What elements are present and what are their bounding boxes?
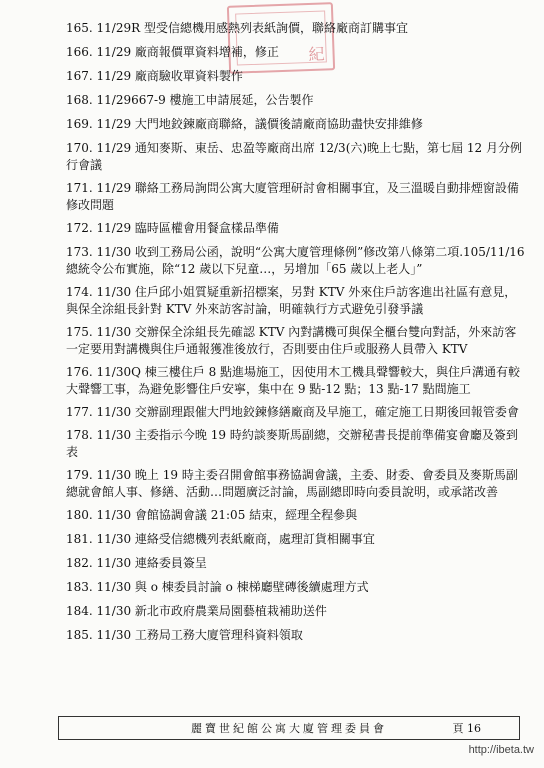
log-item-178: 178. 11/30 主委指示今晚 19 時約談麥斯馬副總，交辦秘書長提前準備宴會廳及簽到表 <box>66 428 518 459</box>
log-item-166: 166. 11/29 廠商報價單資料增補，修正 <box>66 45 279 59</box>
log-item-176: 176. 11/30Q 棟三樓住戶 8 點進場施工，因使用木工機具聲響較大，與住戶溝通有較大聲響工事，為避免影響住戶安寧，集中在 9 點-12 點；13 點-17 點間施工 <box>66 365 521 396</box>
log-item-175: 175. 11/30 交辦保全涂組長先確認 KTV 內對講機可與保全櫃台雙向對話，外來訪客一定要用對講機與住戶通報獲准後放行，否則要由住戶或服務人員帶入 KTV <box>66 325 517 356</box>
log-item-177: 177. 11/30 交辦副理跟催大門地鉸鍊修繕廠商及早施工，確定施工日期後回報管委會 <box>66 405 519 419</box>
work-log-list <box>66 20 526 651</box>
log-item-180: 180. 11/30 會館協調會議 21:05 結束，經理全程參與 <box>66 508 358 522</box>
log-item-183: 183. 11/30 與 o 棟委員討論 o 棟梯廳壁磚後續處理方式 <box>66 580 369 594</box>
log-item-169: 169. 11/29 大門地鉸鍊廠商聯絡，議價後請廠商協助盡快安排維修 <box>66 117 423 131</box>
log-item-174: 174. 11/30 住戶邱小姐質疑重新招標案，另對 KTV 外來住戶訪客進出社區有意見，與保全涂組長針對 KTV 外來訪客討論，明確執行方式避免引發爭議 <box>66 285 517 316</box>
log-item-167: 167. 11/29 廠商驗收單資料製作 <box>66 69 243 83</box>
site-watermark: http://ibeta.tw <box>468 744 534 756</box>
log-item-168: 168. 11/29667-9 樓施工申請展延，公告製作 <box>66 93 314 107</box>
log-item-171: 171. 11/29 聯絡工務局詢問公寓大廈管理研討會相關事宜，及三溫暖自動排煙窗設備修改問題 <box>66 181 519 212</box>
log-item-185: 185. 11/30 工務局工務大廈管理科資料領取 <box>66 628 303 642</box>
page-number: 頁 16 <box>452 722 481 735</box>
log-item-172: 172. 11/29 臨時區權會用餐盒樣品準備 <box>66 221 279 235</box>
seal-stamp-text: 紀 <box>308 44 325 65</box>
log-item-182: 182. 11/30 連絡委員簽呈 <box>66 556 207 570</box>
log-item-179: 179. 11/30 晚上 19 時主委召開會館事務協調會議，主委、財委、會委員及麥斯馬副總就會館人事、修繕、活動…問題廣泛討論，馬副總即時向委員說明，或承諾改善 <box>66 468 518 499</box>
footer-title: 麗寶世紀館公寓大廈管理委員會 <box>191 722 387 735</box>
log-item-173: 173. 11/30 收到工務局公函，說明“公寓大廈管理條例”修改第八條第二項.105/11/16 總統令公布實施，除“12 歲以下兒童…，另增加「65 歲以上老人」” <box>66 245 525 276</box>
log-item-181: 181. 11/30 連絡受信總機列表紙廠商，處理訂貨相關事宜 <box>66 532 375 546</box>
log-item-165: 165. 11/29R 型受信總機用感熱列表紙詢價，聯絡廠商訂購事宜 <box>66 21 408 35</box>
page-footer <box>58 716 520 740</box>
log-item-170: 170. 11/29 通知麥斯、東岳、忠盈等廠商出席 12/3(六)晚上七點，第七屆 12 月分例行會議 <box>66 141 522 172</box>
log-item-184: 184. 11/30 新北市政府農業局園藝植栽補助送件 <box>66 604 327 618</box>
